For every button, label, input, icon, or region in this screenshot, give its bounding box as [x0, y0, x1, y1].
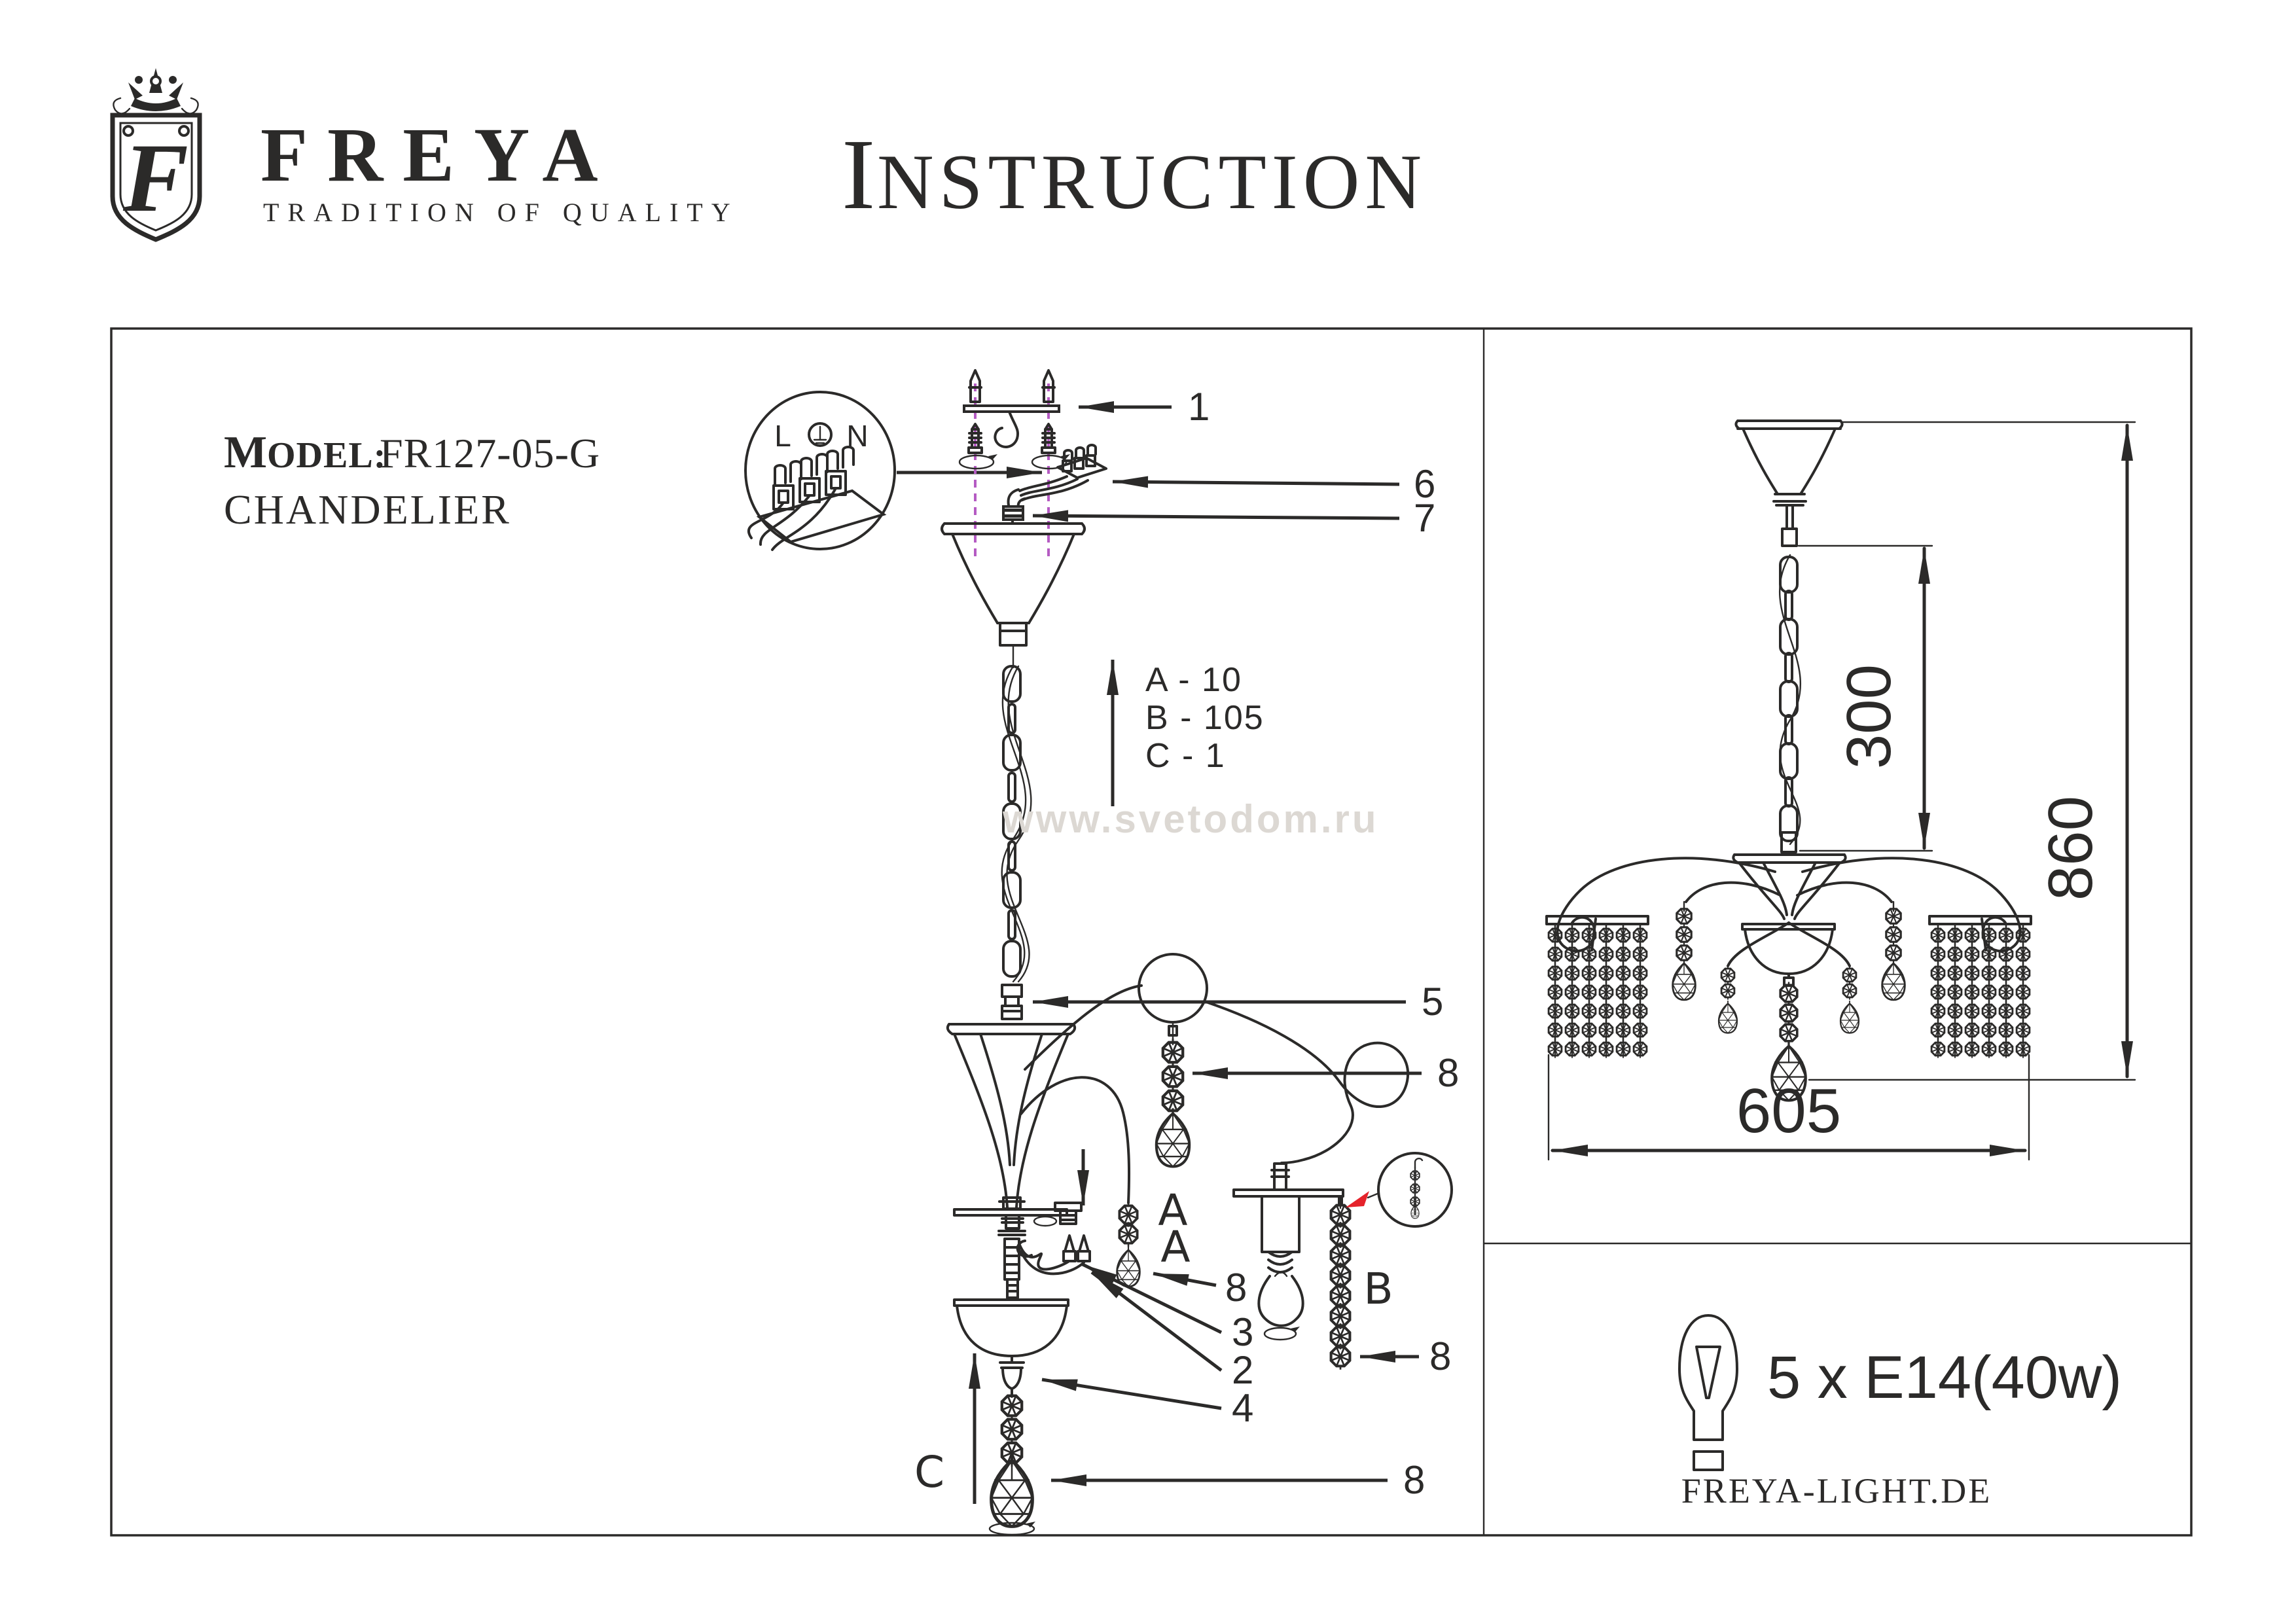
- wiring-inset: [745, 392, 1042, 550]
- watermark: www.svetodom.ru: [1003, 797, 1379, 841]
- cord: [1009, 490, 1025, 507]
- count-c: C - 1: [1145, 737, 1226, 775]
- bead-curtain-right: [1929, 916, 2031, 1058]
- canopy: [942, 520, 1085, 645]
- callout-8b: 8: [1429, 1334, 1452, 1378]
- scroll-arm-front: [1021, 1077, 1129, 1203]
- parts-count: [1145, 661, 1265, 775]
- page-title-rest: NSTRUCTION: [877, 138, 1427, 225]
- bulb-spec: 5 x E14(40w): [1767, 1344, 2123, 1411]
- callout-2: 2: [1232, 1348, 1254, 1392]
- terminal-live-label: L: [774, 419, 791, 453]
- dimension-height-value: 860: [2036, 795, 2106, 901]
- bowl-diffuser: [954, 1300, 1068, 1356]
- earth-icon: [809, 423, 831, 446]
- wire-connectors: [1018, 1236, 1090, 1274]
- spec-cell: [1679, 1315, 2122, 1510]
- callouts: [1033, 385, 1459, 1502]
- screw-icon: [969, 424, 1055, 453]
- model-label-rest: ODEL:: [267, 435, 387, 476]
- mid-strand-left: [1673, 902, 1696, 1000]
- terminal-block: [1058, 445, 1106, 478]
- supply-wires: [1020, 476, 1088, 500]
- brand-name: FREYA: [260, 112, 618, 198]
- page-title-initial: I: [842, 119, 876, 230]
- wall-anchor-icon: [969, 370, 1054, 402]
- strand-c-label: C: [914, 1447, 945, 1497]
- front-strand-left: [1719, 966, 1737, 1033]
- finial: [1000, 1356, 1024, 1397]
- dimension-width-value: 605: [1736, 1076, 1842, 1146]
- cord-grip: [1003, 507, 1023, 520]
- count-b: B - 105: [1145, 699, 1265, 737]
- chain-connector: [1002, 985, 1022, 1019]
- model-line: [224, 427, 600, 533]
- strand-b-label: B: [1363, 1264, 1393, 1314]
- brand-tagline: TRADITION OF QUALITY: [263, 198, 739, 227]
- callout-8c: 8: [1403, 1458, 1426, 1502]
- website: FREYA-LIGHT.DE: [1681, 1471, 1992, 1510]
- model-value: FR127-05-G: [380, 430, 601, 476]
- callout-1: 1: [1188, 385, 1210, 429]
- product-type: CHANDELIER: [224, 486, 511, 533]
- logo-monogram: F: [122, 124, 189, 232]
- red-pointer-arrow: [1346, 1191, 1369, 1207]
- freya-logo: [113, 68, 739, 240]
- rotate-icon-bulb: [1265, 1327, 1300, 1340]
- page-title: [842, 119, 1427, 230]
- ceiling-hook-icon: [995, 412, 1018, 447]
- bead-curtain-left: [1547, 916, 1648, 1058]
- strand-a2-label: A: [1160, 1222, 1191, 1272]
- strand-a-label: A: [1158, 1185, 1188, 1236]
- mounting-bar: [964, 406, 1059, 412]
- bead-strand-a: [1157, 1022, 1189, 1236]
- callout-4: 4: [1232, 1386, 1254, 1430]
- strand-detail-inset: [1346, 1153, 1452, 1226]
- mid-strand-right: [1882, 902, 1905, 1000]
- callout-7: 7: [1414, 496, 1436, 540]
- scroll-arm-upper: [1025, 954, 1408, 1163]
- bead-strand-b: [1331, 1198, 1393, 1370]
- dimensioned-drawing: [1547, 421, 2135, 1160]
- dimension-chain-value: 300: [1834, 664, 1904, 770]
- crown-icon: [113, 68, 198, 114]
- candle-socket: [1234, 1164, 1343, 1326]
- callout-3: 3: [1232, 1310, 1254, 1354]
- callout-8-front: 8: [1225, 1266, 1247, 1310]
- drawing-chain: [1780, 555, 1801, 852]
- model-label-initial: M: [224, 427, 268, 478]
- column-trumpet: [948, 1024, 1075, 1207]
- terminal-neutral-label: N: [846, 419, 869, 453]
- shield-icon: [113, 115, 200, 240]
- count-a: A - 10: [1145, 661, 1242, 699]
- bulb-icon: [1679, 1315, 1737, 1470]
- callout-5: 5: [1422, 980, 1444, 1024]
- callout-6: 6: [1414, 462, 1436, 506]
- front-strand-right: [1840, 966, 1859, 1033]
- callout-8a: 8: [1437, 1051, 1460, 1095]
